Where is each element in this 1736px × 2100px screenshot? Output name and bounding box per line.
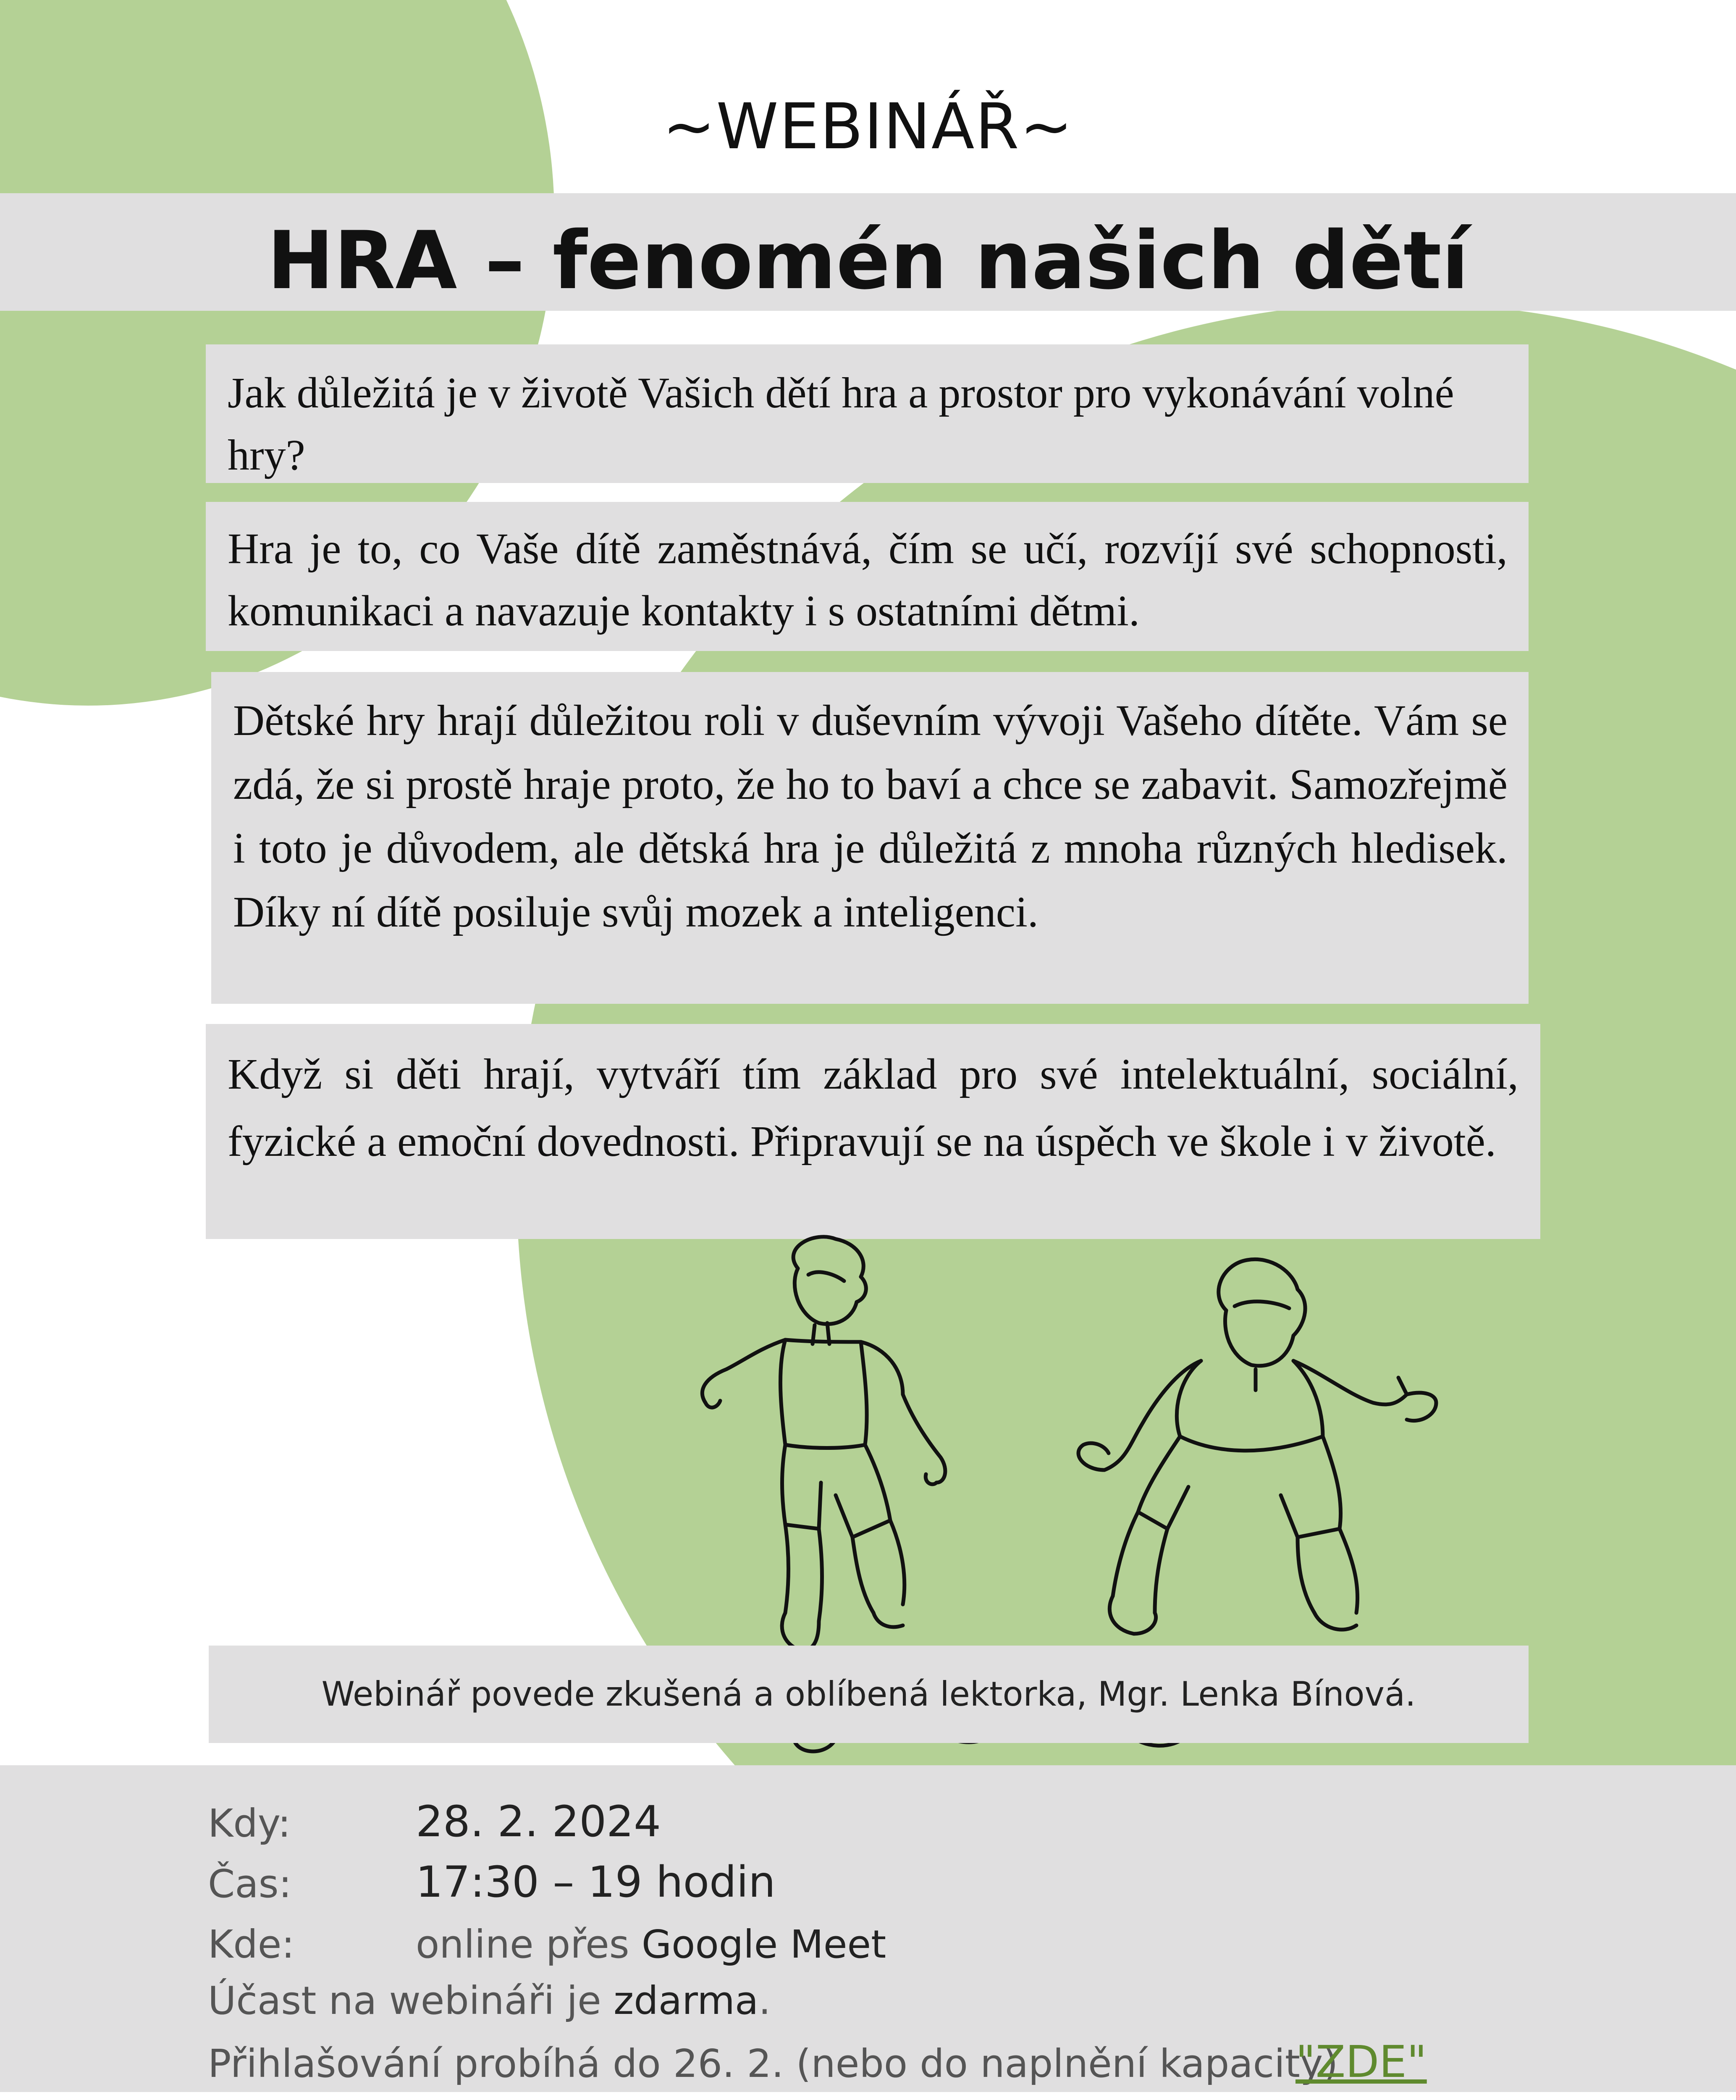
when-label: Kdy:: [208, 1801, 291, 1846]
fee-suffix: .: [758, 1978, 771, 2023]
play-definition-box: [206, 502, 1529, 651]
where-prefix: online přes: [416, 1922, 642, 1967]
skills-text: Když si děti hrají, vytváří tím základ pro své intelektuální, sociální, fyzické a emoční dovednosti. Připravují se na úspěch ve škole i v životě.: [228, 1050, 1518, 1166]
fee-line: [208, 1978, 771, 2023]
lecturer-text: Webinář povede zkušená a oblíbená lektorka, Mgr. Lenka Bínová.: [321, 1675, 1416, 1714]
development-box: [211, 672, 1529, 1004]
webinar-subtitle: ~WEBINÁŘ~: [662, 90, 1074, 163]
development-text: Dětské hry hrají důležitou roli v duševním vývoji Vašeho dítěte. Vám se zdá, že si prostě hraje proto, že ho to baví a chce se zabavit. Samozřejmě i toto je důvodem, ale dětská hra je důležitá z mnoha různých hledisek. Díky ní dítě posiluje svůj mozek a inteligenci.: [233, 696, 1508, 936]
time-value: 17:30 – 19 hodin: [416, 1857, 776, 1907]
signup-line: [208, 2041, 1338, 2086]
fee-value: zdarma: [614, 1978, 759, 2023]
page-title: HRA – fenomén našich dětí: [267, 214, 1469, 307]
when-value: 28. 2. 2024: [416, 1797, 661, 1847]
intro-question-text: Jak důležitá je v životě Vašich dětí hra a prostor pro vykonávání volné hry?: [228, 369, 1454, 479]
skills-box: [206, 1024, 1540, 1239]
where-line: [416, 1922, 886, 1967]
intro-question-box: [206, 344, 1529, 483]
where-value: Google Meet: [641, 1922, 886, 1967]
where-label: Kde:: [208, 1922, 295, 1967]
fee-prefix: Účast na webináři je: [208, 1978, 614, 2023]
signup-link[interactable]: "ZDE": [1295, 2036, 1427, 2087]
signup-text: Přihlašování probíhá do 26. 2. (nebo do naplnění kapacity): [208, 2041, 1338, 2086]
time-label: Čas:: [208, 1861, 292, 1906]
play-definition-text: Hra je to, co Vaše dítě zaměstnává, čím se učí, rozvíjí své schopnosti, komunikaci a navazuje kontakty i s ostatními dětmi.: [228, 525, 1508, 635]
lecturer-box: [209, 1646, 1529, 1743]
